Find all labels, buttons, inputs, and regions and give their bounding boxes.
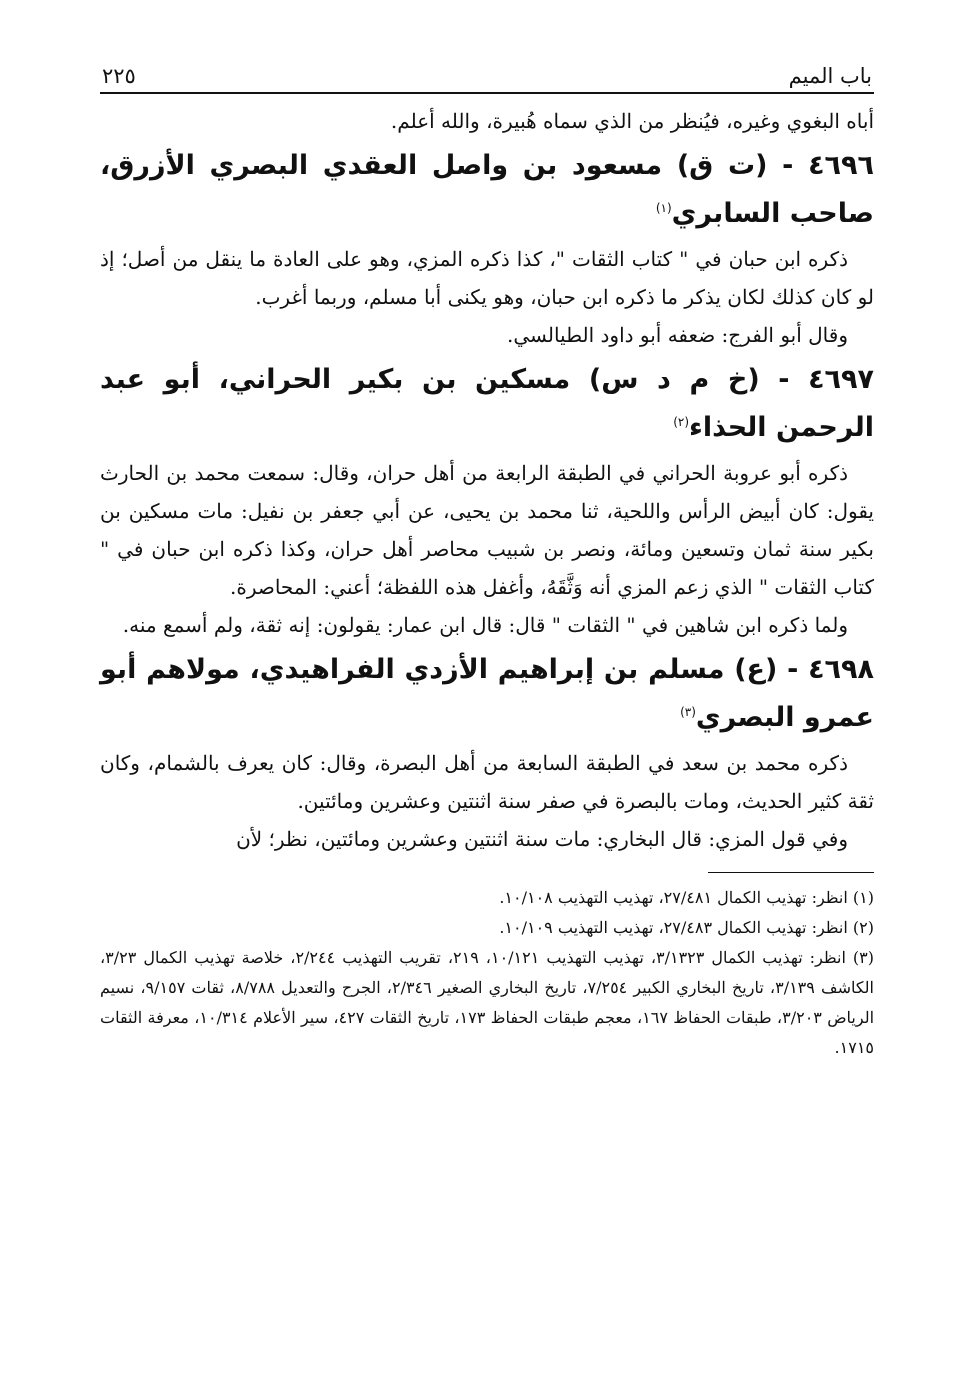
paragraph: أباه البغوي وغيره، فيُنظر من الذي سماه هُبيرة، والله أعلم.	[390, 109, 874, 133]
chapter-title: باب الميم	[788, 64, 872, 88]
entry-heading-4696	[100, 142, 874, 238]
footnote-ref[interactable]: (١)	[655, 201, 672, 215]
page-number: ٢٢٥	[102, 64, 136, 88]
entry-heading-text: ٤٦٩٧ - (خ م د س) مسكين بن بكير الحراني، أبو عبد الرحمن الحذاء	[100, 364, 874, 443]
footnote-1: (١) انظر: تهذيب الكمال ٢٧/٤٨١، تهذيب التهذيب ١٠/١٠٨.	[499, 888, 874, 907]
footnote-ref[interactable]: (٢)	[673, 415, 690, 429]
entry-heading-text: ٤٦٩٨ - (ع) مسلم بن إبراهيم الأزدي الفراهيدي، مولاهم أبو عمرو البصري	[100, 654, 874, 733]
footnotes	[100, 883, 874, 1063]
running-header	[100, 48, 874, 94]
entry-heading-4697	[100, 356, 874, 452]
paragraph: وقال أبو الفرج: ضعفه أبو داود الطيالسي.	[507, 323, 848, 347]
paragraph: وفي قول المزي: قال البخاري: مات سنة اثنتين وعشرين ومائتين، نظر؛ لأن	[236, 827, 848, 851]
footnote-2: (٢) انظر: تهذيب الكمال ٢٧/٤٨٣، تهذيب التهذيب ١٠/١٠٩.	[499, 918, 874, 937]
footnote-ref[interactable]: (٣)	[680, 705, 696, 719]
paragraph: ذكره ابن حبان في " كتاب الثقات "، كذا ذكره المزي، وهو على العادة ما ينقل من أصل؛ إذ لو كان كذلك لكان يذكر ما ذكره ابن حبان، وهو يكنى أبا مسلم، وربما أغرب.	[100, 247, 874, 309]
footnote-3: (٣) انظر: تهذيب الكمال ٣/١٣٢٣، تهذيب التهذيب ١٠/١٢١، ٢١٩، تقريب التهذيب ٢/٢٤٤، خلاصة تهذيب الكمال ٣/٢٣، الكاشف ٣/١٣٩، تاريخ البخاري الكبير ٧/٢٥٤، تاريخ البخاري الصغير ٢/٣٤٦، الجرح والتعديل ٨/٧٨٨، ثقات ٩/١٥٧، نسيم الرياض ٣/٢٠٣، طبقات الحفاظ ١٦٧، معجم طبقات الحفاظ ١٧٣، تاريخ الثقات ٤٢٧، سير الأعلام ١٠/٣١٤، معرفة الثقات ١٧١٥.	[100, 948, 875, 1057]
paragraph: ذكره أبو عروبة الحراني في الطبقة الرابعة من أهل حران، وقال: سمعت محمد بن الحارث يقول: كان أبيض الرأس واللحية، ثنا محمد بن يحيى، عن أبي جعفر بن نفيل: مات مسكين بن بكير سنة ثمان وتسعين ومائة، ونصر بن شبيب محاصر أهل حران، وكذا ذكره ابن حبان في " كتاب الثقات " الذي زعم المزي أنه وَثَّقَهُ، وأغفل هذه اللفظة؛ أعني: المحاصرة.	[100, 461, 874, 599]
paragraph: ذكره محمد بن سعد في الطبقة السابعة من أهل البصرة، وقال: كان يعرف بالشمام، وكان ثقة كثير الحديث، ومات بالبصرة في صفر سنة اثنتين وعشرين ومائتين.	[100, 751, 874, 813]
entry-heading-4698	[100, 646, 874, 742]
main-text	[100, 102, 874, 858]
footnote-divider	[708, 872, 874, 873]
book-page	[100, 48, 874, 1063]
paragraph: ولما ذكره ابن شاهين في " الثقات " قال: قال ابن عمار: يقولون: إنه ثقة، ولم أسمع منه.	[122, 613, 848, 637]
entry-heading-text: ٤٦٩٦ - (ت ق) مسعود بن واصل العقدي البصري الأزرق، صاحب السابري	[100, 150, 874, 229]
